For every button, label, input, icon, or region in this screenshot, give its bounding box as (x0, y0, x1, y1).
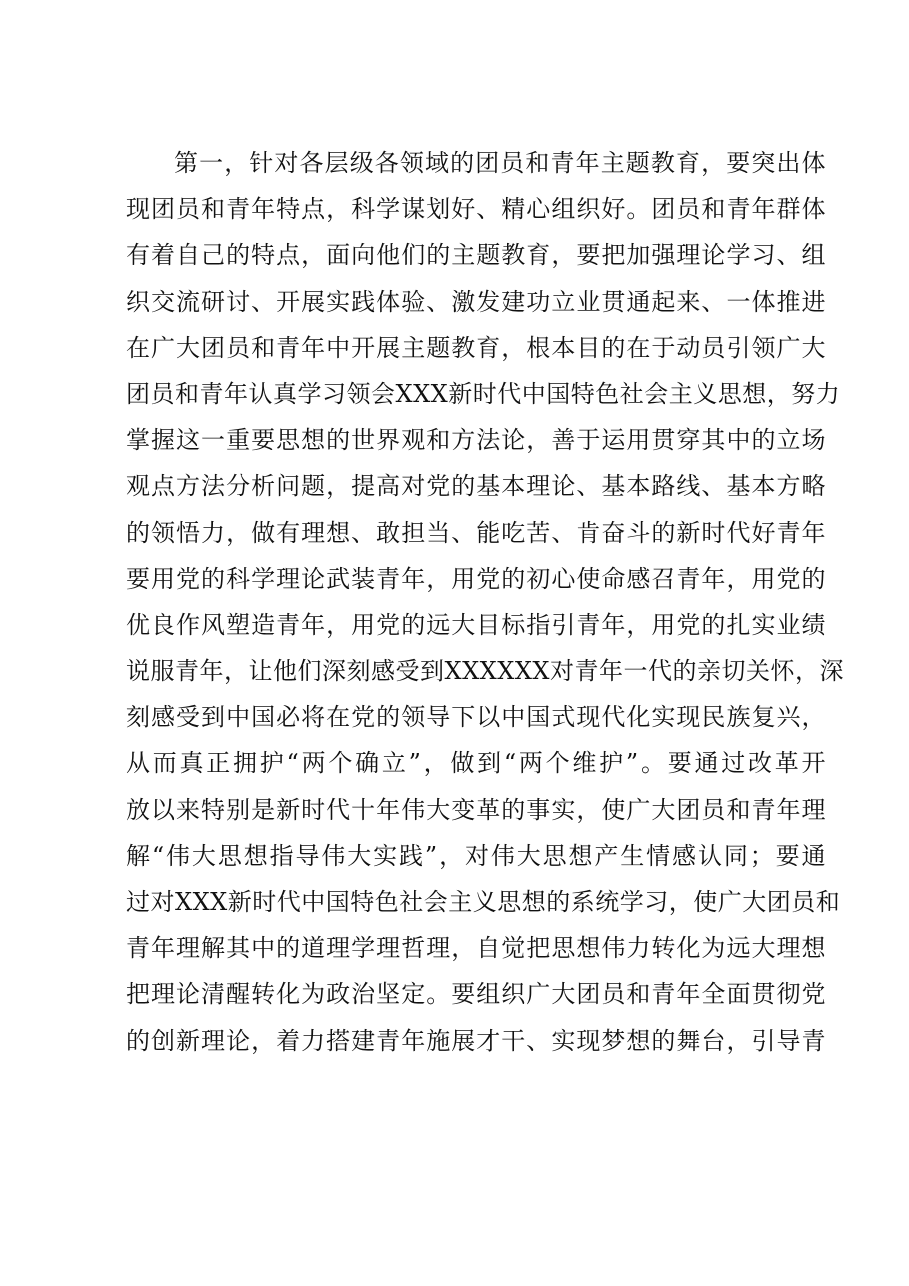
paragraph-line: 过对XXX新时代中国特色社会主义思想的系统学习，使广大团员和 (126, 888, 841, 916)
paragraph-line: 把理论清醒转化为政治坚定。要组织广大团员和青年全面贯彻党 (126, 980, 826, 1009)
paragraph-line: 从而真正拥护“两个确立”，做到“两个维护”。要通过改革开 (126, 749, 826, 778)
paragraph-line: 放以来特别是新时代十年伟大变革的事实，使广大团员和青年理 (126, 795, 826, 824)
paragraph-line: 观点方法分析问题，提高对党的基本理论、基本路线、基本方略 (126, 472, 826, 501)
paragraph-line: 的创新理论，着力搭建青年施展才干、实现梦想的舞台，引导青 (126, 1026, 826, 1055)
paragraph-line: 第一，针对各层级各领域的团员和青年主题教育，要突出体 (174, 149, 826, 177)
paragraph-line: 说服青年，让他们深刻感受到XXXXXX对青年一代的亲切关怀，深 (126, 657, 845, 686)
paragraph-line: 掌握这一重要思想的世界观和方法论，善于运用贯穿其中的立场 (126, 426, 826, 455)
paragraph-line: 的领悟力，做有理想、敢担当、能吃苦、肯奋斗的新时代好青年 (126, 518, 826, 547)
paragraph-line: 要用党的科学理论武装青年，用党的初心使命感召青年，用党的 (126, 564, 826, 593)
paragraph-line: 刻感受到中国必将在党的领导下以中国式现代化实现民族复兴， (126, 703, 826, 732)
paragraph-line: 青年理解其中的道理学理哲理，自觉把思想伟力转化为远大理想 (126, 934, 826, 963)
paragraph-line: 优良作风塑造青年，用党的远大目标指引青年，用党的扎实业绩 (126, 610, 826, 639)
paragraph-line: 解“伟大思想指导伟大实践”，对伟大思想产生情感认同；要通 (126, 841, 826, 870)
paragraph-line: 在广大团员和青年中开展主题教育，根本目的在于动员引领广大 (126, 333, 826, 362)
paragraph-line: 团员和青年认真学习领会XXX新时代中国特色社会主义思想，努力 (126, 379, 841, 408)
paragraph-line: 有着自己的特点，面向他们的主题教育，要把加强理论学习、组 (126, 241, 826, 270)
paragraph-line: 织交流研讨、开展实践体验、激发建功立业贯通起来、一体推进 (126, 287, 826, 316)
body-paragraph (126, 140, 845, 1064)
paragraph-line: 现团员和青年特点，科学谋划好、精心组织好。团员和青年群体 (126, 195, 826, 224)
